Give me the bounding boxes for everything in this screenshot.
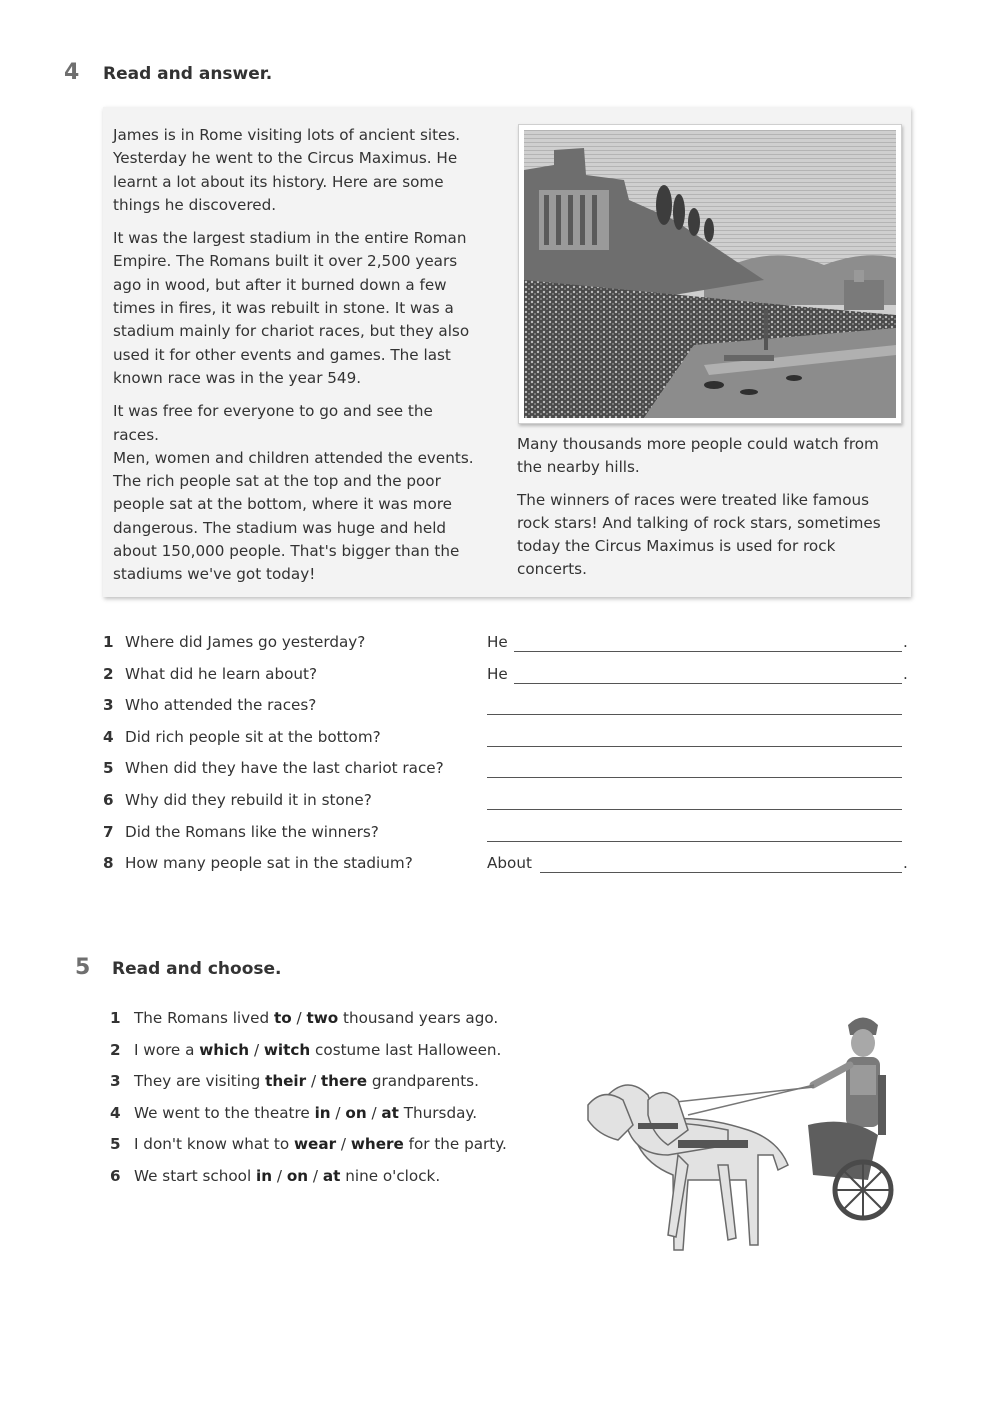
answer-line[interactable] bbox=[514, 633, 902, 652]
paragraph-2: It was the largest stadium in the entire Roman Empire. The Romans built it over 2,500 years ago in wood, but after it burned down a few times in fires, it was rebuilt in stone. It was a stadium mainly for chariot races, but they also used it for other events and games. The last known race was in the year 549. bbox=[113, 229, 470, 387]
reading-left-column bbox=[113, 124, 508, 587]
choice-number: 3 bbox=[110, 1072, 121, 1090]
chariot bbox=[808, 1122, 891, 1218]
choice-item bbox=[110, 1041, 501, 1059]
answer-end: . bbox=[903, 664, 908, 683]
question-text: Did the Romans like the winners? bbox=[125, 822, 379, 841]
question-row bbox=[103, 823, 379, 847]
question-text: Who attended the races? bbox=[125, 696, 317, 715]
choice-item bbox=[110, 1104, 477, 1122]
exercise-4-number: 4 bbox=[64, 60, 80, 85]
circus-maximus-engraving bbox=[518, 124, 902, 424]
question-number: 5 bbox=[103, 759, 114, 778]
question-row bbox=[103, 791, 372, 815]
choice-text: / bbox=[249, 1040, 264, 1059]
choice-text: nine o'clock. bbox=[340, 1166, 441, 1185]
answer-prefix: About bbox=[487, 854, 532, 873]
choice-text: The Romans lived bbox=[134, 1009, 274, 1027]
choice-number: 4 bbox=[110, 1103, 121, 1122]
choice-text: / bbox=[330, 1103, 346, 1122]
question-number: 6 bbox=[103, 791, 114, 809]
question-row bbox=[103, 696, 316, 720]
reading-right-column bbox=[517, 433, 907, 582]
exercise-5-title: Read and choose. bbox=[112, 959, 282, 979]
choice-text: We went to the theatre bbox=[134, 1103, 315, 1122]
answer-end: . bbox=[903, 854, 908, 873]
choice-option[interactable]: which bbox=[199, 1040, 250, 1059]
choice-text: / bbox=[306, 1072, 321, 1090]
choice-option[interactable]: on bbox=[345, 1103, 367, 1122]
choice-option[interactable]: to bbox=[273, 1009, 292, 1027]
answer-line[interactable] bbox=[540, 854, 902, 873]
choice-option[interactable]: where bbox=[350, 1135, 404, 1153]
choice-item bbox=[110, 1135, 507, 1153]
question-number: 4 bbox=[103, 727, 114, 746]
choice-item bbox=[110, 1072, 479, 1090]
question-number: 2 bbox=[103, 664, 114, 683]
choice-option[interactable]: there bbox=[320, 1072, 368, 1090]
question-text: Why did they rebuild it in stone? bbox=[125, 791, 372, 809]
choice-number: 1 bbox=[110, 1009, 121, 1027]
choice-text: thousand years ago. bbox=[338, 1009, 499, 1027]
answer-line[interactable] bbox=[487, 728, 902, 747]
choice-text: costume last Halloween. bbox=[310, 1040, 502, 1059]
question-row bbox=[103, 759, 444, 783]
choice-text: Thursday. bbox=[398, 1103, 478, 1122]
choice-option[interactable]: wear bbox=[294, 1135, 337, 1153]
choice-number: 6 bbox=[110, 1166, 121, 1185]
choice-text: / bbox=[336, 1135, 351, 1153]
choice-text: I don't know what to bbox=[134, 1135, 294, 1153]
choice-option[interactable]: at bbox=[381, 1103, 399, 1122]
answer-prefix: He bbox=[487, 664, 508, 683]
choice-text: for the party. bbox=[403, 1135, 507, 1153]
choice-option[interactable]: their bbox=[265, 1072, 307, 1090]
question-number: 3 bbox=[103, 696, 114, 715]
question-number: 8 bbox=[103, 854, 114, 873]
engraving-image bbox=[524, 130, 896, 418]
choice-text: / bbox=[366, 1103, 382, 1122]
paragraph-1: James is in Rome visiting lots of ancient sites. Yesterday he went to the Circus Maximus. He learnt a lot about its history. Here are some things he discovered. bbox=[113, 126, 461, 214]
choice-text: They are visiting bbox=[134, 1072, 266, 1090]
answer-prefix: He bbox=[487, 633, 508, 651]
question-text: What did he learn about? bbox=[125, 664, 318, 683]
choice-option[interactable]: at bbox=[322, 1166, 341, 1185]
answer-line[interactable] bbox=[487, 759, 902, 778]
choice-option[interactable]: on bbox=[286, 1166, 309, 1185]
choice-text: We start school bbox=[134, 1166, 257, 1185]
exercise-4-title: Read and answer. bbox=[103, 64, 273, 84]
question-row bbox=[103, 854, 413, 878]
answer-end: . bbox=[903, 633, 908, 651]
question-row bbox=[103, 633, 365, 657]
choice-text: / bbox=[291, 1009, 307, 1027]
answer-line[interactable] bbox=[487, 791, 902, 810]
choice-text: / bbox=[272, 1166, 287, 1185]
choice-option[interactable]: witch bbox=[263, 1040, 311, 1059]
answer-line[interactable] bbox=[487, 823, 902, 842]
choice-item bbox=[110, 1167, 440, 1185]
question-number: 1 bbox=[103, 633, 114, 651]
choice-option[interactable]: two bbox=[306, 1009, 339, 1027]
paragraph-5: The winners of races were treated like famous rock stars! And talking of rock stars, sometimes today the Circus Maximus is used for rock concerts. bbox=[517, 490, 881, 579]
question-text: When did they have the last chariot race? bbox=[125, 759, 444, 778]
paragraph-4: Many thousands more people could watch from the nearby hills. bbox=[517, 435, 879, 477]
question-row bbox=[103, 665, 317, 689]
charioteer bbox=[813, 1018, 886, 1136]
choice-number: 5 bbox=[110, 1135, 121, 1153]
question-text: Where did James go yesterday? bbox=[125, 633, 366, 651]
answer-line[interactable] bbox=[514, 665, 902, 684]
chariot-illustration bbox=[578, 1005, 898, 1265]
choice-option[interactable]: in bbox=[314, 1103, 331, 1122]
paragraph-3: It was free for everyone to go and see the races. Men, women and children attended the events. The rich people sat at the top and the poor people sat at the bottom, where it was more dangerous. The stadium was huge and held about 150,000 people. That's bigger than the stadiums we've got today! bbox=[113, 402, 474, 584]
choice-item bbox=[110, 1009, 498, 1027]
choice-option[interactable]: in bbox=[256, 1166, 273, 1185]
choice-text: / bbox=[308, 1166, 323, 1185]
question-text: Did rich people sit at the bottom? bbox=[125, 727, 381, 746]
choice-text: grandparents. bbox=[367, 1072, 479, 1090]
question-text: How many people sat in the stadium? bbox=[125, 854, 413, 873]
question-row bbox=[103, 728, 381, 752]
horses bbox=[588, 1085, 788, 1250]
choice-text: I wore a bbox=[134, 1040, 200, 1059]
choice-number: 2 bbox=[110, 1040, 121, 1059]
question-number: 7 bbox=[103, 822, 114, 841]
answer-line[interactable] bbox=[487, 696, 902, 715]
exercise-5-number: 5 bbox=[75, 955, 91, 980]
